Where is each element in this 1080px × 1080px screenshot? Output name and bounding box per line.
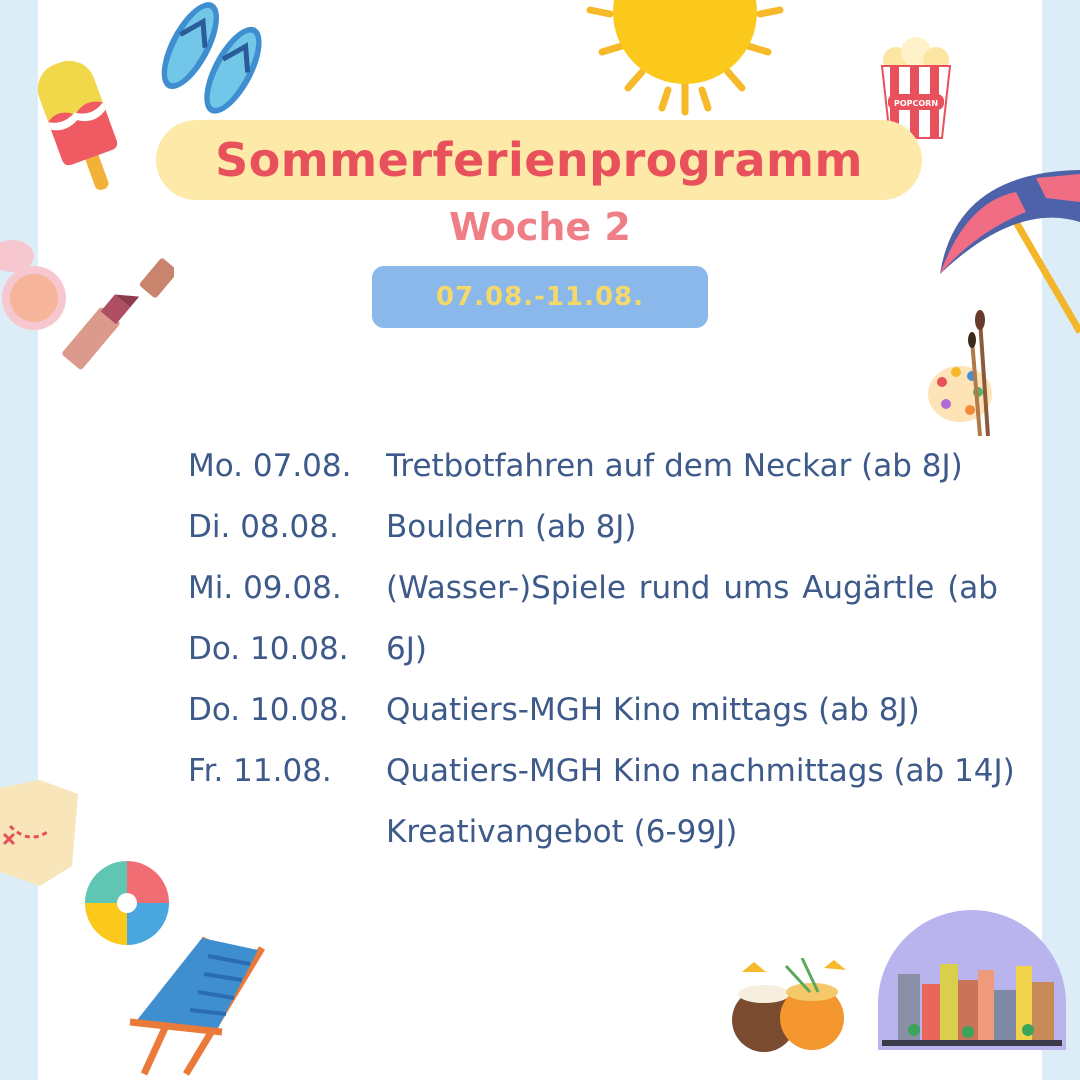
ice-cream-icon: [28, 42, 128, 202]
schedule-row: [188, 692, 998, 742]
schedule-row: [188, 753, 1015, 803]
lipstick-icon: [44, 252, 174, 382]
schedule-activity: Bouldern (ab 8J): [386, 509, 637, 545]
week-subtitle: Woche 2: [449, 205, 631, 249]
activity-word: rund: [638, 570, 711, 606]
paint-palette-icon: [922, 308, 1010, 438]
schedule-day: Fr. 11.08.: [188, 753, 332, 789]
date-range-text: 07.08.-11.08.: [435, 282, 645, 312]
activity-word: Augärtle: [802, 570, 935, 606]
activity-word: (ab: [947, 570, 998, 606]
activity-word: ums: [723, 570, 790, 606]
date-range-badge: [372, 266, 708, 328]
schedule-day: Do. 10.08.: [188, 631, 349, 667]
city-skyline-icon: [878, 910, 1066, 1050]
schedule-row: [188, 448, 998, 498]
schedule-row: [188, 509, 998, 559]
flip-flops-icon: [148, 0, 272, 124]
schedule-day: Mi. 09.08.: [188, 570, 342, 606]
schedule-activity: 6J): [386, 631, 427, 667]
schedule-activity: Quatiers-MGH Kino mittags (ab 8J): [386, 692, 920, 728]
schedule-row: [188, 570, 998, 620]
sun-icon: [580, 0, 790, 116]
schedule-day: Do. 10.08.: [188, 692, 349, 728]
schedule-activity: Quatiers-MGH Kino nachmittags (ab 14J): [386, 753, 1015, 789]
schedule-day: Mo. 07.08.: [188, 448, 352, 484]
schedule-row: [188, 631, 998, 681]
schedule-activity: Tretbotfahren auf dem Neckar (ab 8J): [386, 448, 963, 484]
activity-word: (Wasser-)Spiele: [386, 570, 626, 606]
popcorn-label: POPCORN: [893, 99, 939, 108]
schedule-activity: [386, 570, 998, 606]
schedule-activity: Kreativangebot (6-99J): [386, 814, 738, 850]
title-banner: [156, 120, 922, 200]
schedule-day: Di. 08.08.: [188, 509, 339, 545]
page-title: Sommerferienprogramm: [215, 133, 863, 187]
deck-chair-icon: [126, 928, 266, 1078]
schedule-row: [188, 814, 998, 864]
coconut-drinks-icon: [728, 958, 852, 1054]
treasure-map-icon: [0, 776, 84, 896]
